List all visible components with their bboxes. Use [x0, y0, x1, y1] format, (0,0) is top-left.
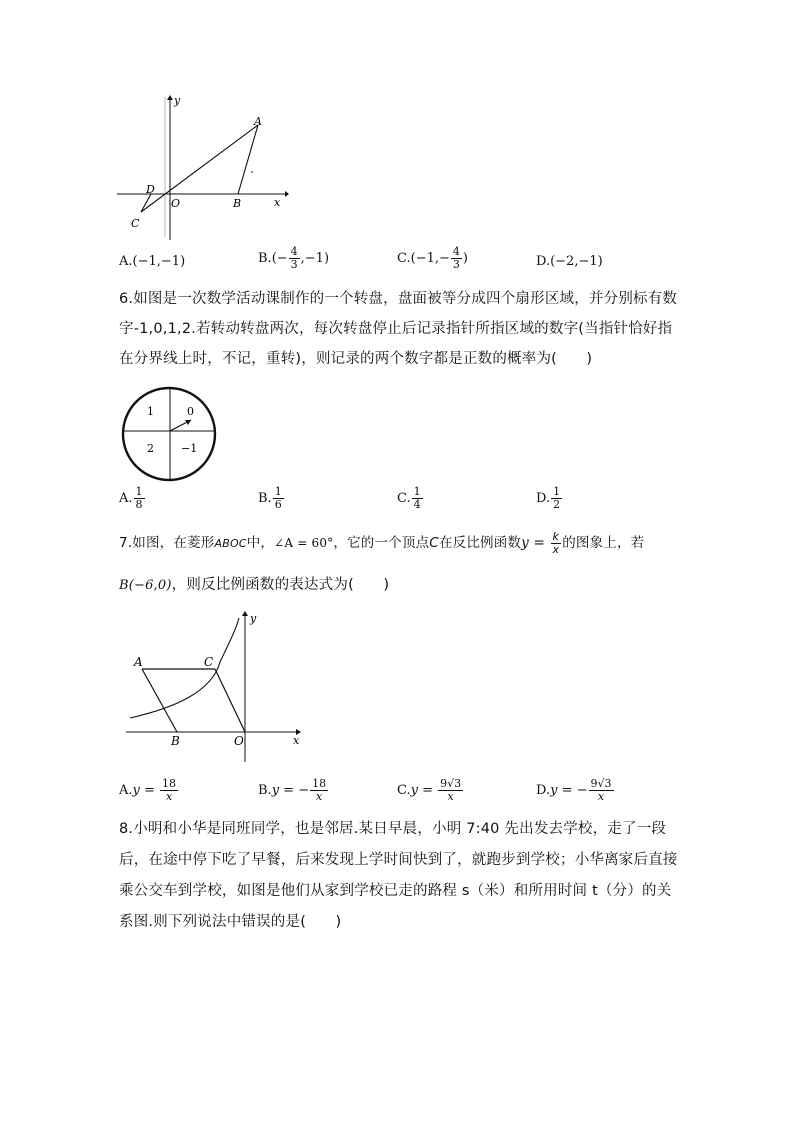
q5-option-a[interactable]: A.(−1,−1) — [119, 254, 186, 269]
q5-option-d[interactable]: D.(−2,−1) — [536, 254, 603, 269]
axis-y-label: y — [174, 94, 181, 107]
spinner-wheel-figure — [119, 386, 221, 486]
point-b-label: B — [233, 197, 242, 210]
q6-option-b[interactable]: B. $\frac{1}{6}$ — [258, 485, 282, 511]
origin-label: O — [171, 197, 181, 210]
q6-option-d[interactable]: D. $\frac{1}{2}$ — [536, 485, 561, 511]
question-6-text: 6.如图是一次数学活动课制作的一个转盘，盘面被等分成四个扇形区域，并分别标有数字-1,0,1,2.若转动转盘两次，每次转盘停止后记录指针所指区域的数字(当指针恰好指在分界线上时，不记，重转)，则记录的两个数字都是正数的概率为( ) — [119, 291, 678, 367]
q7-option-b[interactable]: B.y = − $\frac{18}{x}$ — [258, 777, 327, 803]
wheel-sector-bl: 2 — [147, 442, 154, 455]
point-d-label: D — [146, 183, 155, 196]
point-a-label: A — [254, 115, 262, 128]
point-c-label: C — [131, 217, 140, 230]
q6-option-a[interactable]: A. $\frac{1}{8}$ — [119, 485, 143, 511]
q5-option-b[interactable]: B.(− $\frac{4}{3}$ ,−1) — [258, 245, 330, 271]
question-8-text: 8.小明和小华是同班同学，也是邻居.某日早晨，小明 7:40 先出发去学校，走了一段后，在途中停下吃了早餐，后来发现上学时间快到了，就跑步到学校；小华离家后直接乘公交车到学校，如图是他们从家到学校已走的路程 s（米）和所用时间 t（分）的关系图.则下列说法中错误的是( ) — [119, 821, 678, 930]
origin-label: O — [234, 734, 244, 748]
wheel-sector-br: −1 — [181, 442, 198, 455]
axis-x-label: x — [293, 734, 300, 747]
q7-option-c[interactable]: C.y = $\frac{9√3}{x}$ — [397, 777, 462, 803]
point-c-label: C — [204, 655, 214, 669]
q5-option-c[interactable]: C.(−1,− $\frac{4}{3}$ ) — [397, 245, 468, 271]
question-7-line-2: B(−6,0)，则反比例函数的表达式为( ) — [119, 577, 390, 593]
q7-option-a[interactable]: A.y = $\frac{18}{x}$ — [119, 777, 177, 803]
axis-y-label: y — [250, 612, 257, 625]
axis-x-label: x — [274, 196, 281, 209]
q7-option-d[interactable]: D.y = − $\frac{9√3}{x}$ — [536, 777, 612, 803]
point-b-label: B — [171, 734, 180, 748]
figure-coordinate-abcd — [115, 92, 290, 242]
rhombus-figure — [124, 610, 306, 765]
q6-option-c[interactable]: C. $\frac{1}{4}$ — [397, 485, 421, 511]
point-a-label: A — [134, 655, 143, 669]
question-7-line-1: 7.如图，在菱形ABOC中，∠A = 60°，它的一个顶点C在反比例函数y = $\frac{k}{x}$ 的图象上，若 — [119, 529, 645, 556]
wheel-sector-tl: 1 — [147, 405, 154, 418]
wheel-sector-tr: 0 — [187, 405, 194, 418]
